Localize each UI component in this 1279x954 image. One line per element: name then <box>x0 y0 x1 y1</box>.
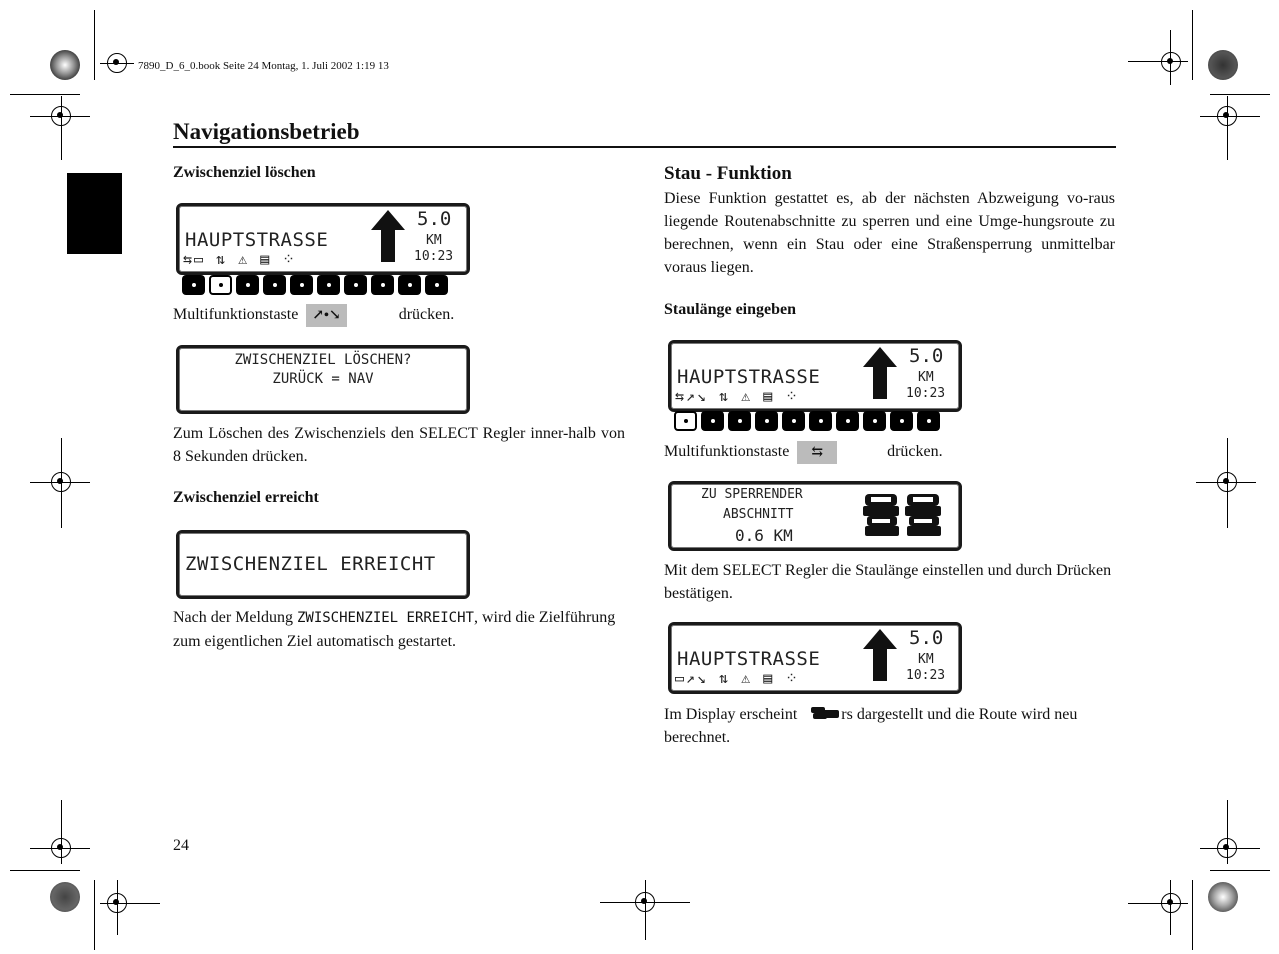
lcd-unit: KM <box>918 370 934 385</box>
lcd-street: HAUPTSTRASSE <box>677 648 821 670</box>
softkey-2[interactable] <box>701 411 724 431</box>
registration-disc-top-left <box>50 50 80 80</box>
lcd-display-confirm-delete <box>176 345 470 414</box>
softkey-3[interactable] <box>728 411 751 431</box>
lcd-street: HAUPTSTRASSE <box>677 366 821 388</box>
lcd-icon-row: ⇆↗↘ ⇅ ⚠ ▤ ⁘ <box>675 387 800 405</box>
traffic-jam-icon <box>863 490 947 538</box>
crop-mark-top-left <box>0 0 170 170</box>
instruction-action: drücken. <box>887 443 943 460</box>
paragraph-loeschen: Zum Löschen des Zwischenziels den SELECT Regler inner-halb von 8 Sekunden drücken. <box>173 425 625 465</box>
lcd-unit: KM <box>918 652 934 667</box>
meldung-text-a: Nach der Meldung <box>173 609 293 626</box>
display-text-a: Im Display erscheint <box>664 706 798 723</box>
page-number: 24 <box>173 837 189 854</box>
heading-zwischenziel-erreicht: Zwischenziel erreicht <box>173 489 319 506</box>
instruction-action: drücken. <box>398 306 455 323</box>
crop-mark-bottom-left <box>0 800 170 954</box>
print-meta-line: 7890_D_6_0.book Seite 24 Montag, 1. Juli 2002 1:19 13 <box>138 60 389 72</box>
arrow-up-icon <box>371 210 405 262</box>
lcd-display-block-section <box>668 481 962 551</box>
heading-stau-funktion: Stau - Funktion <box>664 163 792 184</box>
meldung-text-b: , wird die Zielführung zum eigentlichen Ziel automatisch gestartet. <box>173 609 616 650</box>
lcd-street: HAUPTSTRASSE <box>185 229 329 251</box>
lcd-distance: 5.0 <box>417 208 452 230</box>
softkey-7[interactable] <box>836 411 859 431</box>
softkey-7[interactable] <box>344 275 367 295</box>
instruction-multifunktionstaste-2 <box>664 440 943 464</box>
lcd-time: 10:23 <box>906 386 946 401</box>
paragraph-stau: Diese Funktion gestattet es, ab der nächsten Abzweigung vo-raus liegende Routenabschnitte zu sperren und eine Umge-hungsroute zu berechnen, wenn ein Stau oder eine Straßensperrung unmittelbar voraus liegen. <box>664 190 1115 276</box>
softkey-10[interactable] <box>425 275 448 295</box>
softkey-8[interactable] <box>371 275 394 295</box>
lcd-line-2: ABSCHNITT <box>723 507 794 522</box>
softkey-row-2 <box>674 411 940 431</box>
softkey-2-selected[interactable] <box>209 275 232 295</box>
softkey-5[interactable] <box>782 411 805 431</box>
softkey-1-selected[interactable] <box>674 411 697 431</box>
lcd-display-nav <box>176 203 470 275</box>
lcd-line-2: ZURÜCK = NAV <box>272 371 374 387</box>
heading-staulaenge: Staulänge eingeben <box>664 301 797 318</box>
lcd-line-3: 0.6 KM <box>735 526 793 545</box>
traffic-jam-small-icon <box>811 706 841 722</box>
crop-mark-bottom-right <box>1120 800 1279 954</box>
lcd-display-nav-2 <box>668 340 962 412</box>
instruction-multifunktionstaste <box>173 303 454 327</box>
lcd-line-1: ZWISCHENZIEL LÖSCHEN? <box>234 352 412 368</box>
lcd-line-1: ZU SPERRENDER <box>701 487 803 502</box>
softkey-8[interactable] <box>863 411 886 431</box>
softkey-1[interactable] <box>182 275 205 295</box>
instruction-label: Multifunktionstaste <box>173 306 299 323</box>
paragraph-display <box>664 703 1084 749</box>
registration-disc-bottom-right <box>1208 882 1238 912</box>
lcd-line: ZWISCHENZIEL ERREICHT <box>185 553 436 575</box>
traffic-jam-key-chip: ⇆ <box>797 441 837 464</box>
lcd-display-nav-3 <box>668 622 962 694</box>
crop-mark-mid-right <box>1180 430 1279 530</box>
softkey-row <box>182 275 448 295</box>
softkey-6[interactable] <box>317 275 340 295</box>
chapter-tab <box>67 173 122 254</box>
softkey-6[interactable] <box>809 411 832 431</box>
crop-mark-top-right <box>1120 0 1279 170</box>
via-point-key-chip: ↗•↘ <box>306 304 346 327</box>
arrow-up-icon <box>863 347 897 399</box>
registration-disc-bottom-left <box>50 882 80 912</box>
instruction-label: Multifunktionstaste <box>664 443 790 460</box>
softkey-4[interactable] <box>263 275 286 295</box>
softkey-4[interactable] <box>755 411 778 431</box>
heading-zwischenziel-loeschen: Zwischenziel löschen <box>173 164 316 181</box>
lcd-icon-row: ⇆▭ ⇅ ⚠ ▤ ⁘ <box>183 250 297 268</box>
page-title: Navigationsbetrieb <box>173 119 360 144</box>
lcd-distance: 5.0 <box>909 345 944 367</box>
softkey-9[interactable] <box>890 411 913 431</box>
softkey-3[interactable] <box>236 275 259 295</box>
display-text-b: rs dargestellt und die Route wird neu berechnet. <box>664 706 1078 746</box>
lcd-distance: 5.0 <box>909 627 944 649</box>
title-rule <box>173 146 1116 148</box>
crop-mark-bottom-center <box>595 870 695 950</box>
lcd-time: 10:23 <box>906 668 946 683</box>
lcd-unit: KM <box>426 233 442 248</box>
arrow-up-icon <box>863 629 897 681</box>
lcd-display-reached <box>176 530 470 599</box>
paragraph-select-regler: Mit dem SELECT Regler die Staulänge einstellen und durch Drücken bestätigen. <box>664 562 1112 602</box>
softkey-9[interactable] <box>398 275 421 295</box>
registration-disc-top-right <box>1208 50 1238 80</box>
lcd-icon-row: ▭↗↘ ⇅ ⚠ ▤ ⁘ <box>675 669 800 687</box>
softkey-10[interactable] <box>917 411 940 431</box>
paragraph-meldung <box>173 606 627 653</box>
lcd-time: 10:23 <box>414 249 454 264</box>
meldung-code: ZWISCHENZIEL ERREICHT <box>296 610 474 626</box>
crop-mark-mid-left <box>0 430 100 530</box>
softkey-5[interactable] <box>290 275 313 295</box>
